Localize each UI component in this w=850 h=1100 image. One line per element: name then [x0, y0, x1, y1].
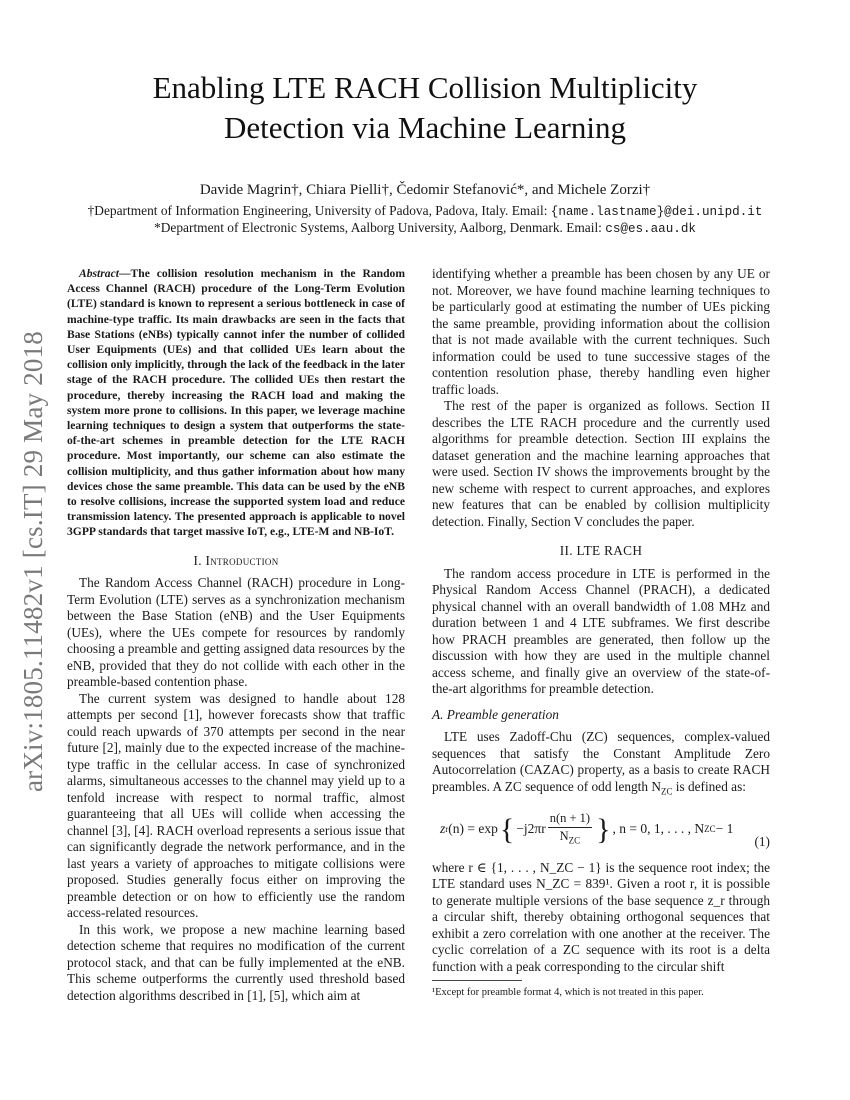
eq-brace-open: { [499, 812, 515, 846]
section-2-heading: II. LTE RACH [559, 543, 643, 558]
abstract-label: Abstract [79, 267, 119, 280]
equation-1 [432, 806, 770, 854]
eq-den-text: N [559, 828, 569, 843]
left-column [67, 266, 405, 1004]
eq-inner: −j2πr [516, 821, 546, 837]
zc-paragraph-2: where r ∈ {1, . . . , N_ZC − 1} is the sequence root index; the LTE standard uses N_ZC = 839¹. Given a root r, it is possible to generate multiple versions of the base sequence z_r through a circular shift, thereby obtaining orthogonal sequences that exhibit a zero correlation with one another at the receiver. The cyclic correlation of a ZC sequence with its root is a delta function with a peak corresponding to the circular shift [432, 859, 770, 974]
arxiv-stamp [14, 296, 54, 826]
affiliation-1-text: †Department of Information Engineering, University of Padova, Padova, Italy. Email: [87, 203, 551, 218]
abstract-text: —The collision resolution mechanism in the Random Access Channel (RACH) procedure of the Long-Term Evolution (LTE) standard is known to represent a serious bottleneck in case of machine-type traffic. Its main drawbacks are seen in the facts that Base Stations (eNBs) typically cannot infer the number of collided User Equipments (UEs) and that collided UEs learn about the collision only implicitly, through the lack of the feedback in the later stage of the RACH procedure. The collided UEs then restart the procedure, thereby increasing the RACH load and making the system more prone to collisions. In this paper, we leverage machine learning techniques to design a system that outperforms the state-of-the-art schemes in preamble detection for the LTE RACH procedure. Most importantly, our scheme can also estimate the collision multiplicity, and thus gather information about how many devices chose the same preamble. This data can be used by the eNB to resolve collisions, increase the supported system load and reduce transmission latency. The presented approach is applicable to novel 3GPP standards that target massive IoT, e.g., LTE-M and NB-IoT. [67, 267, 405, 539]
eq-range-sub: ZC [704, 824, 716, 835]
arxiv-stamp-text: arXiv:1805.11482v1 [cs.IT] 29 May 2018 [18, 330, 49, 792]
affiliation-2 [40, 220, 810, 236]
equation-number: (1) [754, 833, 770, 849]
eq-lhs-sub: r [445, 824, 449, 835]
intro-paragraph-2: The current system was designed to handle about 128 attempts per second [1], however forecasts show that traffic could reach upwards of 370 attempts per second in the near future [2], mainly due to the expected increase of the machine-type traffic in the cellular access. In case of synchronized alarms, simultaneous accesses to the channel may yield up to a tenfold increase with respect to normal traffic, almost guaranteeing that all UEs will collide when accessing the channel [3], [4]. RACH overload represents a serious issue that can significantly degrade the network performance, and in the last years a variety of approaches to mitigate collisions were proposed. Studies generally focus either on improving the preamble detection or on how to efficiently use the random access-related resources. [67, 690, 405, 921]
eq-lhs: z [440, 821, 446, 837]
eq-den-sub: ZC [568, 835, 581, 846]
title-line-1: Enabling LTE RACH Collision Multiplicity [152, 70, 698, 105]
right-paragraph-1: identifying whether a preamble has been chosen by any UE or not. Moreover, we have found machine learning techniques to be particularly good at estimating the number of UEs picking the same preamble, providing information about the collision that is not made available with the current techniques. Such information could be used to tune successive stages of the contention resolution phase, thereby handling even higher traffic loads. [432, 266, 770, 397]
eq-fraction [548, 810, 592, 849]
equation-body [432, 810, 733, 849]
affiliation-1-email[interactable]: {name.lastname}@dei.unipd.it [550, 205, 763, 219]
paper-title [90, 68, 760, 148]
eq-range-end: − 1 [715, 821, 734, 837]
zc-p1-text: LTE uses Zadoff-Chu (ZC) sequences, complex-valued sequences that satisfy the Constant Amplitude Zero Autocorrelation (CAZAC) property, as a basis to create RACH preambles. A ZC sequence of odd length N [432, 729, 770, 794]
right-paragraph-2: The rest of the paper is organized as follows. Section II describes the LTE RACH procedure and the currently used algorithms for preamble detection. Section III explains the dataset generation and the machine learning approaches that were used. Section IV shows the improvements brought by the new scheme with respect to current approaches, and explores new features that can be enabled by collision multiplicity detection. Finally, Section V concludes the paper. [432, 398, 770, 529]
abstract [67, 266, 405, 540]
zc-paragraph-1 [432, 729, 770, 800]
zc-p1-end: is defined as: [672, 778, 746, 794]
rach-paragraph-1: The random access procedure in LTE is performed in the Physical Random Access Channel (PRACH), a dedicated physical channel with an overall bandwidth of 1.08 MHz and duration between 1 and 4 LTE subframes. We first describe how PRACH preambles are generated, then follow up the discussion with how they are used in the multiple channel access scheme, and finally give an overview of the state-of-the-art algorithms for preamble detection. [432, 565, 770, 696]
eq-range: , n = 0, 1, . . . , N [612, 821, 705, 837]
eq-denominator [560, 828, 581, 849]
footnote-rule [432, 980, 522, 981]
footnote: ¹Except for preamble format 4, which is not treated in this paper. [432, 987, 704, 998]
intro-paragraph-3: In this work, we propose a new machine learning based detection scheme that requires no modification of the current protocol stack, and that can be fully implemented at the eNB. This scheme outperforms the currently used threshold based detection algorithms described in [1], [5], which aim at [67, 921, 405, 1003]
section-1-heading: I. Introduction [193, 552, 279, 568]
affiliation-2-email[interactable]: cs@es.aau.dk [605, 222, 696, 236]
eq-lhs-rest: (n) = exp [448, 821, 498, 837]
eq-numerator: n(n + 1) [548, 810, 592, 828]
right-column [432, 266, 770, 975]
zc-p1-sub: ZC [660, 786, 673, 797]
subsection-a-heading: A. Preamble generation [432, 706, 559, 722]
title-line-2: Detection via Machine Learning [224, 110, 626, 145]
authors: Davide Magrin†, Chiara Pielli†, Čedomir Stefanović*, and Michele Zorzi† [199, 182, 651, 198]
intro-paragraph-1: The Random Access Channel (RACH) procedure in Long-Term Evolution (LTE) serves as a synchronization mechanism between the Base Station (eNB) and the User Equipments (UEs), where the UEs compete for resources by randomly choosing a preamble and getting assigned data resources by the eNB, provided that they do not collide with each other in the preamble-based contention phase. [67, 575, 405, 690]
affiliation-2-text: *Department of Electronic Systems, Aalborg University, Aalborg, Denmark. Email: [154, 220, 606, 235]
affiliation-1 [40, 203, 810, 219]
eq-brace-close: } [596, 812, 611, 846]
